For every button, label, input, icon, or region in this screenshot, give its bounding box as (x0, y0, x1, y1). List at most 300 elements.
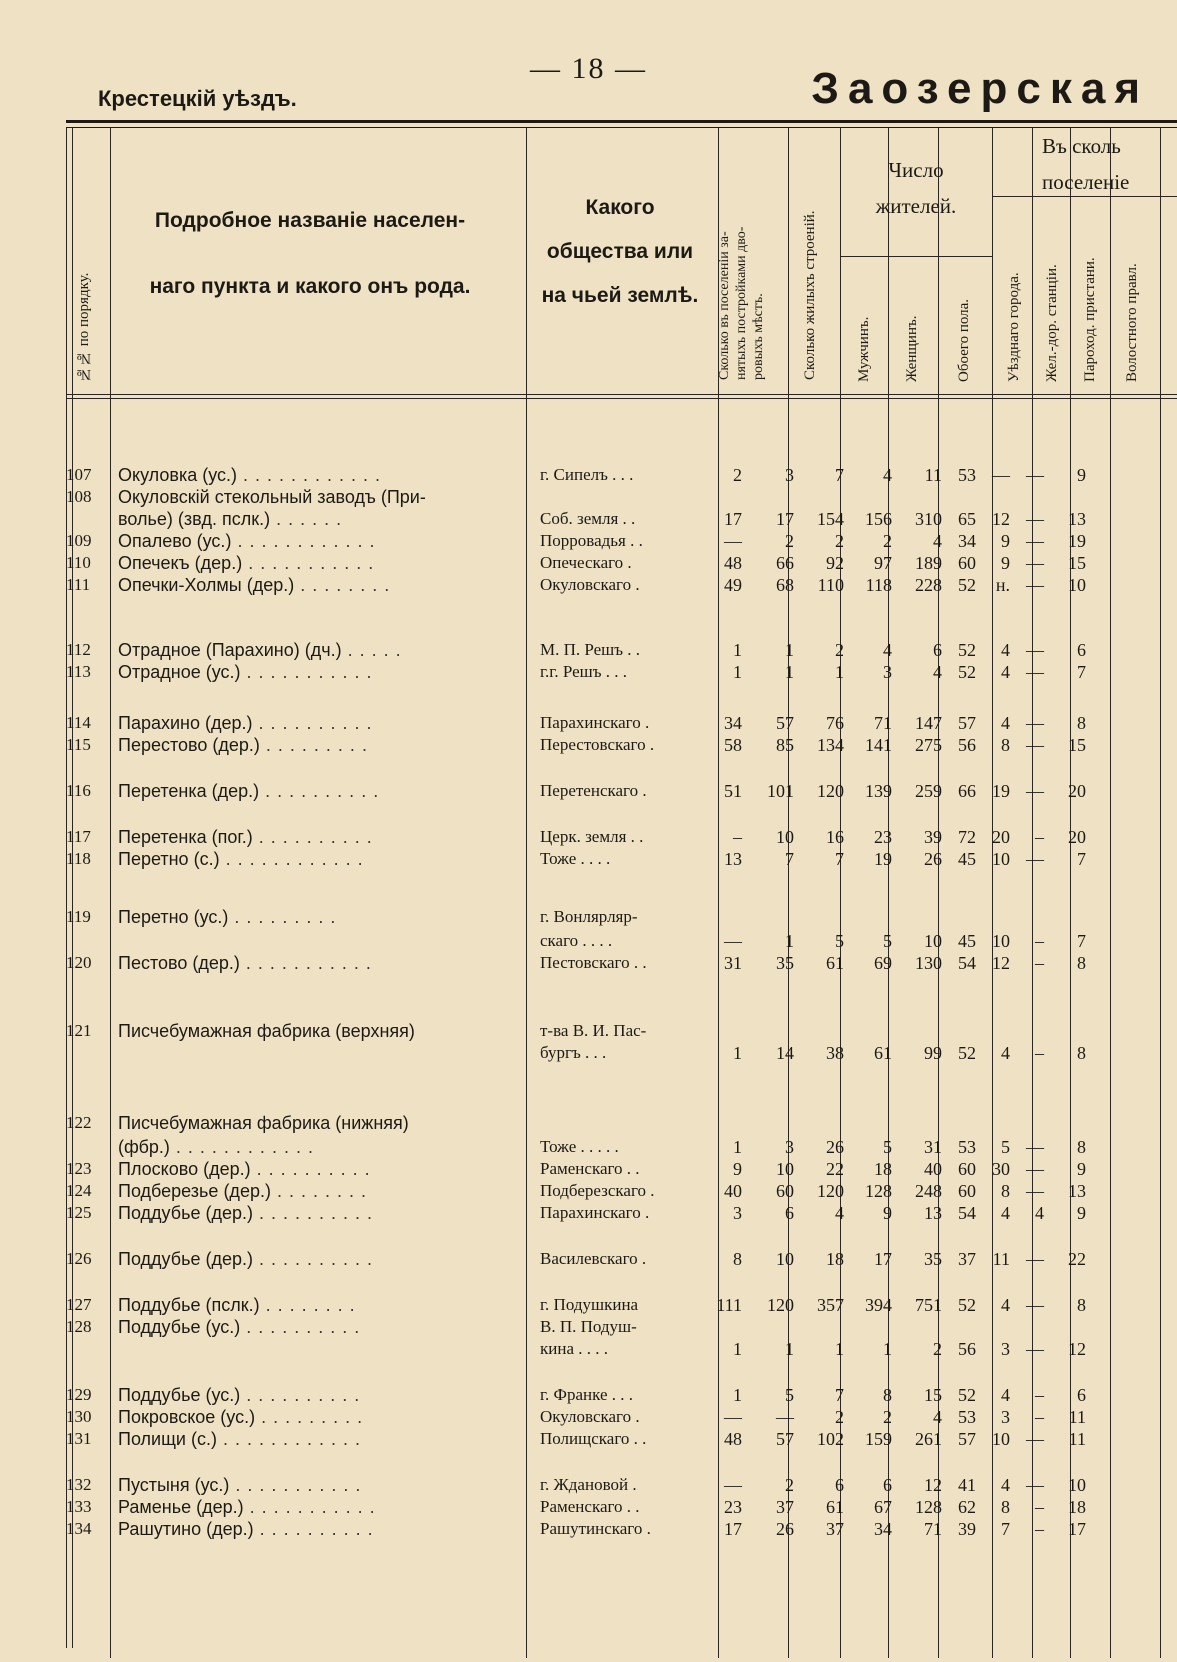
table-row (66, 574, 1177, 596)
dist-volost-board: 15 (1068, 553, 1086, 573)
dwellings: 5 (785, 1385, 794, 1405)
row-number: 111 (66, 575, 91, 594)
place-name: Перестово (дер.) . . . . . . . . . (118, 735, 368, 755)
both-sexes: 751 (915, 1295, 942, 1315)
header-plots-line1: Сколько въ поселеніи за- (717, 231, 732, 380)
male: 16 (826, 827, 844, 847)
table-row (66, 1248, 1177, 1270)
place-name: (фбр.) . . . . . . . . . . . . (118, 1137, 314, 1157)
place-name: волье) (звд. пслк.) . . . . . . (118, 509, 343, 529)
dist-pier: — (1026, 662, 1044, 682)
plots: 111 (716, 1295, 742, 1315)
dist-volost-board: 18 (1068, 1497, 1086, 1517)
place-name: Поддубье (дер.) . . . . . . . . . . (118, 1203, 374, 1223)
both-sexes: 310 (915, 509, 942, 529)
dist-uezd-town: 54 (958, 953, 976, 973)
plots: 58 (724, 735, 742, 755)
female: 6 (883, 1475, 892, 1495)
female: 4 (883, 640, 892, 660)
society: Раменскаго . . (540, 1497, 640, 1516)
dwellings: 57 (776, 713, 794, 733)
dist-volost-board: 7 (1077, 849, 1086, 869)
male: 22 (826, 1159, 844, 1179)
leader-dots: . . . . . . . . (270, 1181, 367, 1201)
dist-pier: — (1026, 849, 1044, 869)
dist-rail: 8 (1001, 1181, 1010, 1201)
place-name: Перетно (с.) . . . . . . . . . . . . (118, 849, 364, 869)
row-number: 110 (66, 553, 91, 572)
dwellings: 68 (776, 575, 794, 595)
society: М. П. Решъ . . (540, 640, 641, 659)
leader-dots: . . . . . . . . . (228, 907, 337, 927)
dist-volost-board: 9 (1077, 1203, 1086, 1223)
table-row (66, 1428, 1177, 1450)
dist-volost-board: 13 (1068, 1181, 1086, 1201)
leader-dots: . . . . . . . . . . (259, 781, 380, 801)
row-number: 126 (66, 1249, 92, 1268)
table-row (66, 1384, 1177, 1406)
place-name: Поддубье (ус.) . . . . . . . . . . (118, 1385, 361, 1405)
dist-volost-board: 8 (1077, 1295, 1086, 1315)
both-sexes: 26 (924, 849, 942, 869)
table-row (66, 661, 1177, 683)
dist-pier: – (1035, 1385, 1044, 1405)
leader-dots: . . . . . . . . . . (252, 713, 373, 733)
header-plots (716, 130, 767, 380)
female: 118 (865, 575, 892, 595)
female: 5 (883, 1137, 892, 1157)
leader-dots: . . . . . . . . . . . . (231, 531, 376, 551)
male: 120 (817, 1181, 844, 1201)
dist-volost-board: 11 (1068, 1429, 1086, 1449)
place-name: Пестово (дер.) . . . . . . . . . . . (118, 953, 372, 973)
dist-pier: — (1026, 781, 1044, 801)
both-sexes: 130 (915, 953, 942, 973)
society: г.г. Решъ . . . (540, 662, 628, 681)
both-sexes: 248 (915, 1181, 942, 1201)
society: Опеческаго . (540, 553, 632, 572)
dist-uezd-town: 53 (958, 1137, 976, 1157)
male: 154 (817, 509, 844, 529)
dist-uezd-town: 65 (958, 509, 976, 529)
male: 2 (835, 640, 844, 660)
society: г. Подушкина (540, 1295, 639, 1314)
dist-rail: 10 (992, 1429, 1010, 1449)
table-row (66, 639, 1177, 661)
row-number: 117 (66, 827, 91, 846)
dist-volost-board: 7 (1077, 931, 1086, 951)
row-number: 112 (66, 640, 91, 659)
leader-dots: . . . . . . . . . . . (243, 1497, 376, 1517)
society: кина . . . . (540, 1339, 608, 1358)
society: т-ва В. И. Пас- (540, 1021, 647, 1040)
plots: 1 (733, 1339, 742, 1359)
female: 18 (874, 1159, 892, 1179)
table-row (66, 930, 1177, 952)
place-name: Отрадное (Парахино) (дч.) . . . . . (118, 640, 402, 660)
female: 4 (883, 465, 892, 485)
plots: 3 (733, 1203, 742, 1223)
both-sexes: 10 (924, 931, 942, 951)
both-sexes: 261 (915, 1429, 942, 1449)
dist-uezd-town: 39 (958, 1519, 976, 1539)
plots: 48 (724, 553, 742, 573)
dist-pier: — (1026, 1475, 1044, 1495)
dist-uezd-town: 56 (958, 1339, 976, 1359)
dwellings: 3 (785, 465, 794, 485)
leader-dots: . . . . . . . . . . . (239, 953, 372, 973)
table-row (66, 1518, 1177, 1540)
female: 17 (874, 1249, 892, 1269)
place-name: Перетенка (пог.) . . . . . . . . . . (118, 827, 373, 847)
female: 69 (874, 953, 892, 973)
dist-pier: — (1026, 509, 1044, 529)
dist-volost-board: 17 (1068, 1519, 1086, 1539)
dist-rail: 4 (1001, 713, 1010, 733)
plots: 49 (724, 575, 742, 595)
row-number: 119 (66, 907, 91, 926)
both-sexes: 4 (933, 1407, 942, 1427)
dist-rail: 4 (1001, 662, 1010, 682)
leader-dots: . . . . . . . . . . . (229, 1475, 362, 1495)
place-name: Окуловка (ус.) . . . . . . . . . . . . (118, 465, 382, 485)
dist-volost-board: 6 (1077, 640, 1086, 660)
table-row (66, 1474, 1177, 1496)
row-number: 134 (66, 1519, 92, 1538)
dist-uezd-town: 57 (958, 1429, 976, 1449)
society: Василевскаго . (540, 1249, 647, 1268)
row-number: 120 (66, 953, 92, 972)
both-sexes: 189 (915, 553, 942, 573)
dist-volost-board: 12 (1068, 1339, 1086, 1359)
dist-pier: – (1035, 1519, 1044, 1539)
table-row (66, 826, 1177, 848)
society: г. Франке . . . (540, 1385, 634, 1404)
plots: 1 (733, 1385, 742, 1405)
dist-rail: н. (995, 575, 1010, 595)
male: 7 (835, 465, 844, 485)
dist-uezd-town: 54 (958, 1203, 976, 1223)
grid-hline (66, 398, 1177, 399)
both-sexes: 31 (924, 1137, 942, 1157)
leader-dots: . . . . . . (270, 509, 343, 529)
plots: 34 (724, 713, 742, 733)
dist-rail: 8 (1001, 735, 1010, 755)
table-row (66, 1316, 1177, 1338)
dist-rail: 4 (1001, 1203, 1010, 1223)
row-number: 114 (66, 713, 91, 732)
male: 2 (835, 531, 844, 551)
male: 110 (817, 575, 844, 595)
table-row (66, 952, 1177, 974)
male: 7 (835, 849, 844, 869)
dist-rail: 19 (992, 781, 1010, 801)
dist-pier: – (1035, 1497, 1044, 1517)
male: 18 (826, 1249, 844, 1269)
place-name: Писчебумажная фабрика (верхняя) (118, 1021, 415, 1041)
place-name: Пустыня (ус.) . . . . . . . . . . . (118, 1475, 362, 1495)
dist-pier: 4 (1035, 1203, 1044, 1223)
male: 61 (826, 1497, 844, 1517)
header-distance-line2: поселеніе (1042, 170, 1130, 194)
dist-uezd-town: 62 (958, 1497, 976, 1517)
female: 19 (874, 849, 892, 869)
header-society (530, 186, 710, 318)
society: Тоже . . . . (540, 849, 611, 868)
place-name: Рашутино (дер.) . . . . . . . . . . (118, 1519, 374, 1539)
row-number: 109 (66, 531, 92, 550)
both-sexes: 4 (933, 662, 942, 682)
header-dwellings: Сколько жилыхъ строеній. (802, 210, 818, 380)
both-sexes: 128 (915, 1497, 942, 1517)
dist-rail: 11 (992, 1249, 1010, 1269)
dist-volost-board: 6 (1077, 1385, 1086, 1405)
dwellings: 1 (785, 640, 794, 660)
table-row (66, 906, 1177, 928)
male: 6 (835, 1475, 844, 1495)
place-name: Плосково (дер.) . . . . . . . . . . (118, 1159, 371, 1179)
both-sexes: 35 (924, 1249, 942, 1269)
table-row (66, 1496, 1177, 1518)
header-female: Женщинъ. (904, 315, 920, 382)
row-number: 116 (66, 781, 91, 800)
plots: 1 (733, 1137, 742, 1157)
plots: — (724, 531, 742, 551)
female: 128 (865, 1181, 892, 1201)
district-title: Крестецкій уѣздъ. (98, 86, 297, 111)
dist-pier: – (1035, 1043, 1044, 1063)
society: Полищскаго . . (540, 1429, 647, 1448)
dist-rail: 8 (1001, 1497, 1010, 1517)
dist-uezd-town: 72 (958, 827, 976, 847)
table-row (66, 1406, 1177, 1428)
dist-pier: – (1035, 1407, 1044, 1427)
leader-dots: . . . . . . . . . . . . (237, 465, 382, 485)
table-row (66, 552, 1177, 574)
male: 120 (817, 781, 844, 801)
table-row (66, 734, 1177, 756)
female: 3 (883, 662, 892, 682)
dist-pier: — (1026, 1429, 1044, 1449)
dist-pier: — (1026, 575, 1044, 595)
table-row (66, 712, 1177, 734)
place-name: Поддубье (пслк.) . . . . . . . . (118, 1295, 356, 1315)
dist-pier: – (1035, 953, 1044, 973)
society: Парахинскаго . (540, 1203, 650, 1222)
dist-rail: 12 (992, 509, 1010, 529)
header-society-line3: на чьей землѣ. (541, 284, 699, 307)
plots: 2 (733, 465, 742, 485)
dist-pier: — (1026, 1339, 1044, 1359)
dist-uezd-town: 52 (958, 1385, 976, 1405)
both-sexes: 4 (933, 531, 942, 551)
table-row (66, 780, 1177, 802)
dist-rail: 4 (1001, 1475, 1010, 1495)
dist-uezd-town: 52 (958, 1043, 976, 1063)
row-number: 132 (66, 1475, 92, 1494)
society: Порровадья . . (540, 531, 643, 550)
female: 5 (883, 931, 892, 951)
row-number: 130 (66, 1407, 92, 1426)
dist-rail: 4 (1001, 1385, 1010, 1405)
dist-rail: 20 (992, 827, 1010, 847)
header-volost-board: Волостного правл. (1124, 263, 1140, 382)
dwellings: 10 (776, 827, 794, 847)
leader-dots: . . . . . . . . . . (253, 1519, 374, 1539)
plots: 17 (724, 509, 742, 529)
table-row (66, 1202, 1177, 1224)
dwellings: 14 (776, 1043, 794, 1063)
leader-dots: . . . . . . . . . . (250, 1159, 371, 1179)
dist-volost-board: 8 (1077, 1137, 1086, 1157)
dist-volost-board: 19 (1068, 531, 1086, 551)
row-number: 113 (66, 662, 91, 681)
dist-pier: — (1026, 531, 1044, 551)
society: Рашутинскаго . (540, 1519, 651, 1538)
society: г. Вонлярляр- (540, 907, 638, 926)
row-number: 129 (66, 1385, 92, 1404)
plots: 13 (724, 849, 742, 869)
society: бургъ . . . (540, 1043, 607, 1062)
dwellings: — (776, 1407, 794, 1427)
male: 102 (817, 1429, 844, 1449)
female: 23 (874, 827, 892, 847)
header-residents-line2: жителей. (875, 194, 957, 218)
dist-pier: – (1035, 931, 1044, 951)
society: Раменскаго . . (540, 1159, 640, 1178)
leader-dots: . . . . . . . . . . . (240, 662, 373, 682)
male: 134 (817, 735, 844, 755)
dist-pier: — (1026, 465, 1044, 485)
dist-rail: 10 (992, 849, 1010, 869)
header-society-line2: общества или (546, 240, 694, 263)
dist-pier: — (1026, 640, 1044, 660)
dist-rail: 10 (992, 931, 1010, 951)
male: 61 (826, 953, 844, 973)
leader-dots: . . . . . . . . . . (240, 1385, 361, 1405)
volost-title: Заозерская (811, 64, 1149, 113)
leader-dots: . . . . . . . . . . (252, 827, 373, 847)
dwellings: 35 (776, 953, 794, 973)
leader-dots: . . . . . . . . . . (252, 1203, 374, 1223)
plots: 1 (733, 1043, 742, 1063)
place-name: Перетенка (дер.) . . . . . . . . . . (118, 781, 380, 801)
dist-uezd-town: 52 (958, 662, 976, 682)
header-residents-line1: Число (888, 158, 944, 182)
dist-uezd-town: 57 (958, 713, 976, 733)
dist-rail: 12 (992, 953, 1010, 973)
dwellings: 10 (776, 1249, 794, 1269)
dist-uezd-town: 52 (958, 640, 976, 660)
male: 1 (835, 662, 844, 682)
place-name: Подберезье (дер.) . . . . . . . . (118, 1181, 367, 1201)
dist-uezd-town: 52 (958, 1295, 976, 1315)
dist-pier: — (1026, 1295, 1044, 1315)
society: Парахинскаго . (540, 713, 650, 732)
header-distance-line1: Въ сколь (1042, 134, 1121, 158)
table-row (66, 1020, 1177, 1042)
header-plots-line3: ровыхъ мѣстъ. (751, 293, 766, 380)
dwellings: 37 (776, 1497, 794, 1517)
row-number: 125 (66, 1203, 92, 1222)
dist-uezd-town: 60 (958, 553, 976, 573)
row-number: 121 (66, 1021, 92, 1040)
header-name-line2: наго пункта и какого онъ рода. (149, 275, 471, 298)
plots: 31 (724, 953, 742, 973)
dwellings: 1 (785, 931, 794, 951)
society: Подберезскаго . (540, 1181, 655, 1200)
dist-rail: 30 (992, 1159, 1010, 1179)
table-row (66, 530, 1177, 552)
dist-volost-board: 15 (1068, 735, 1086, 755)
plots: 1 (733, 662, 742, 682)
dist-uezd-town: 37 (958, 1249, 976, 1269)
dist-volost-board: 10 (1068, 1475, 1086, 1495)
table-row (66, 1338, 1177, 1360)
female: 71 (874, 713, 892, 733)
header-distance (994, 128, 1177, 200)
male: 1 (835, 1339, 844, 1359)
dwellings: 66 (776, 553, 794, 573)
row-number: 127 (66, 1295, 92, 1314)
leader-dots: . . . . . . . . . . (240, 1317, 361, 1337)
row-number: 131 (66, 1429, 92, 1448)
male: 5 (835, 931, 844, 951)
society: Церк. земля . . (540, 827, 644, 846)
header-residents (840, 152, 992, 224)
dist-uezd-town: 56 (958, 735, 976, 755)
dist-rail: — (992, 465, 1010, 485)
table-row (66, 1294, 1177, 1316)
female: 67 (874, 1497, 892, 1517)
male: 38 (826, 1043, 844, 1063)
society: г. Ждановой . (540, 1475, 637, 1494)
row-number: 123 (66, 1159, 92, 1178)
female: 97 (874, 553, 892, 573)
society: Перестовскаго . (540, 735, 655, 754)
leader-dots: . . . . . . . . . . . . (216, 1429, 361, 1449)
table-row (66, 486, 1177, 508)
dwellings: 120 (767, 1295, 794, 1315)
dist-volost-board: 13 (1068, 509, 1086, 529)
place-name: Опечекъ (дер.) . . . . . . . . . . . (118, 553, 375, 573)
society: Пестовскаго . . (540, 953, 647, 972)
table-row (66, 1180, 1177, 1202)
dist-pier: — (1026, 1249, 1044, 1269)
dist-rail: 4 (1001, 640, 1010, 660)
dwellings: 1 (785, 1339, 794, 1359)
dist-uezd-town: 53 (958, 1407, 976, 1427)
leader-dots: . . . . . (341, 640, 402, 660)
table-row (66, 1112, 1177, 1134)
dwellings: 6 (785, 1203, 794, 1223)
header-rule (66, 120, 1177, 123)
dwellings: 1 (785, 662, 794, 682)
dist-volost-board: 20 (1068, 827, 1086, 847)
society: Соб. земля . . (540, 509, 636, 528)
dist-volost-board: 11 (1068, 1407, 1086, 1427)
leader-dots: . . . . . . . . . (259, 735, 368, 755)
leader-dots: . . . . . . . . (294, 575, 391, 595)
header-both: Обоего пола. (956, 298, 972, 382)
table-row (66, 848, 1177, 870)
table-row (66, 1158, 1177, 1180)
female: 9 (883, 1203, 892, 1223)
plots: 17 (724, 1519, 742, 1539)
both-sexes: 12 (924, 1475, 942, 1495)
both-sexes: 99 (924, 1043, 942, 1063)
male: 26 (826, 1137, 844, 1157)
